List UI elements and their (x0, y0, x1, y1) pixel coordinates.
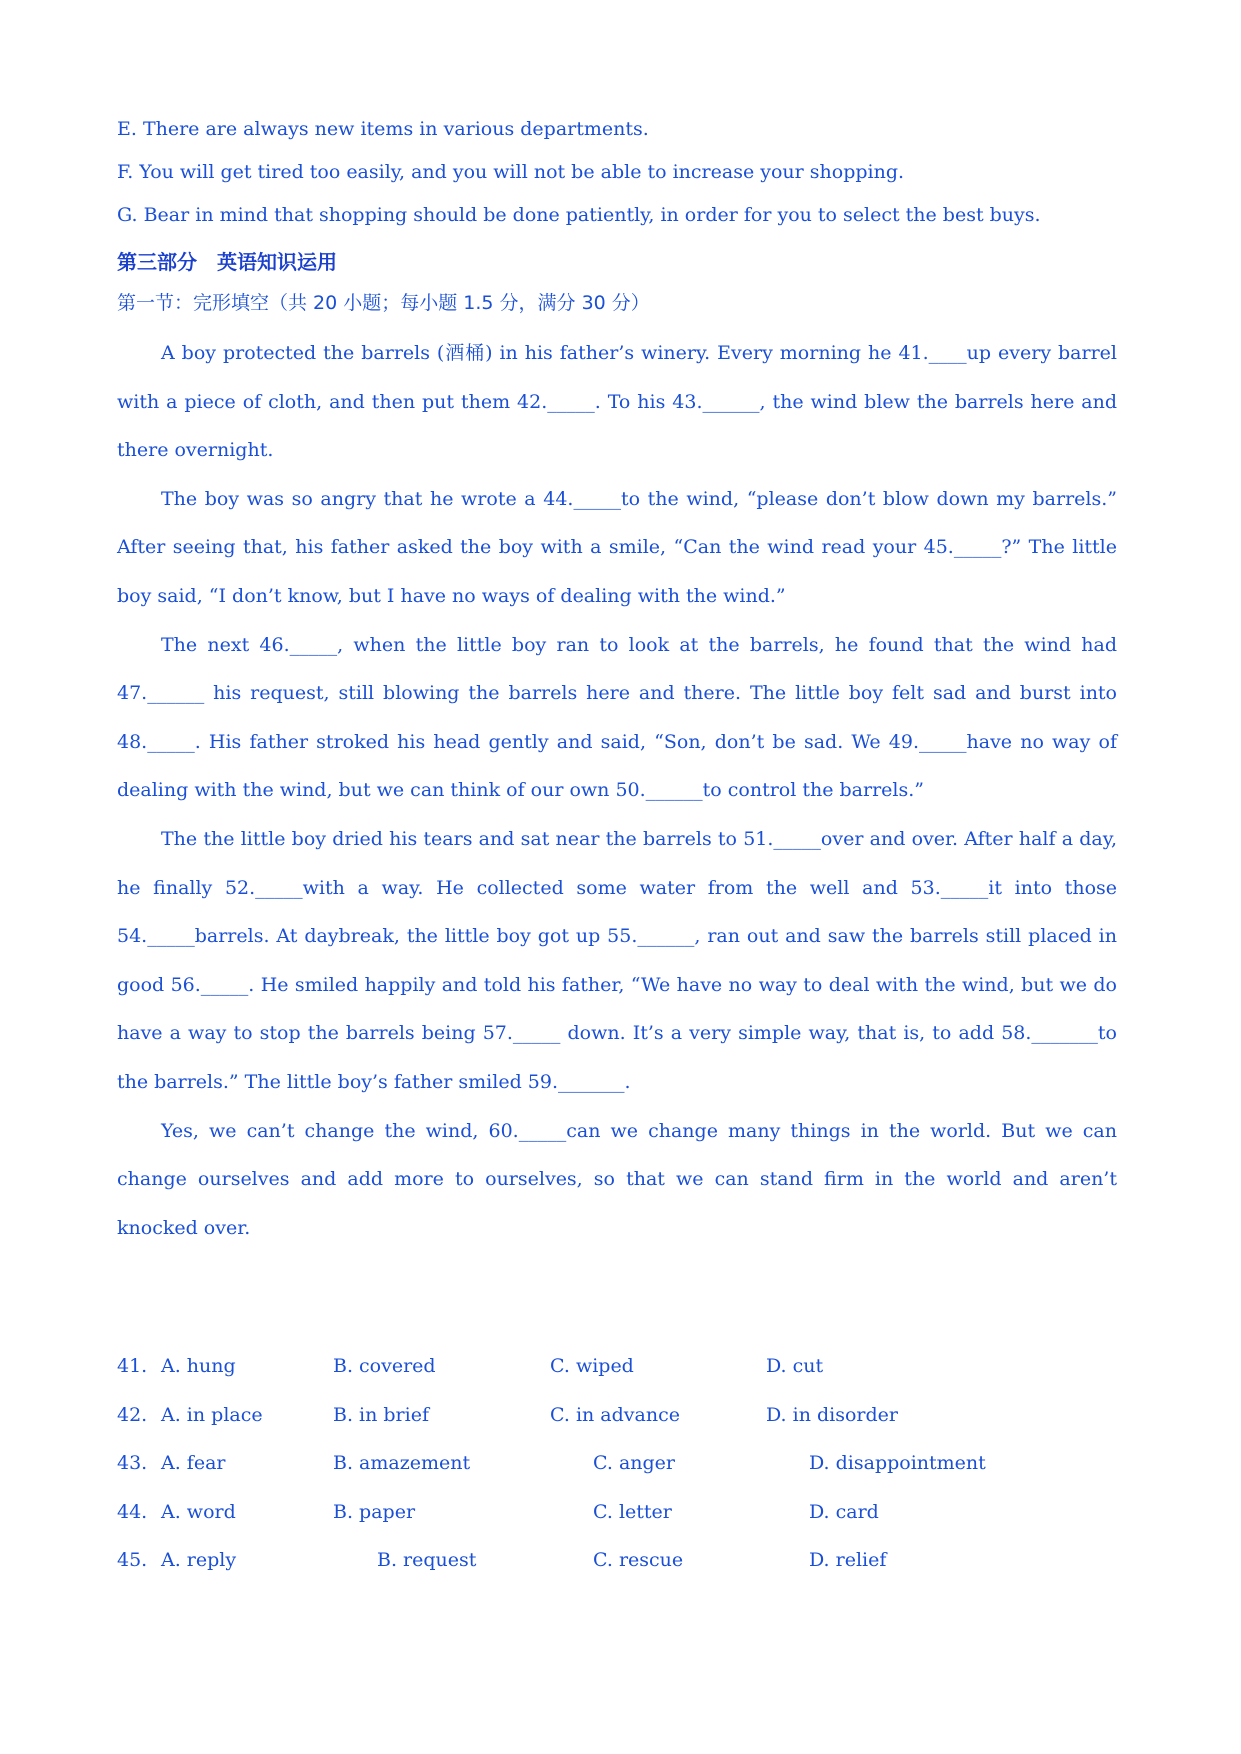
section-title: 第三部分 英语知识运用 (117, 250, 337, 274)
option-c: C. in advance (550, 1404, 680, 1426)
question-row-43 (117, 1452, 1117, 1482)
option-d: D. relief (809, 1549, 887, 1571)
option-a: A. word (161, 1501, 236, 1523)
option-b: B. in brief (333, 1404, 429, 1426)
question-row-41 (117, 1355, 1117, 1385)
option-d: D. card (809, 1501, 879, 1523)
option-b: B. covered (333, 1355, 436, 1377)
option-b: B. paper (333, 1501, 416, 1523)
option-a: A. in place (161, 1404, 263, 1426)
option-a: A. hung (161, 1355, 236, 1377)
passage-paragraph: The the little boy dried his tears and sat near the barrels to 51._____over and over. After half a day, he finally 52._____with a way. He collected some water from the well and 53._____it into those 54._____barrels. At daybreak, the little boy got up 55.______, ran out and saw the barrels still placed in good 56._____. He smiled happily and told his father, “We have no way to deal with the wind, but we do have a way to stop the barrels being 57._____ down. It’s a very simple way, that is, to add 58._______to the barrels.” The little boy’s father smiled 59._______. (117, 827, 1117, 1093)
question-number: 42. (117, 1404, 148, 1426)
question-row-45 (117, 1549, 1117, 1579)
option-d: D. cut (766, 1355, 824, 1377)
option-c: C. anger (593, 1452, 675, 1474)
option-b: B. amazement (333, 1452, 471, 1474)
question-number: 44. (117, 1501, 148, 1523)
option-b: B. request (377, 1549, 477, 1571)
option-c: C. letter (593, 1501, 672, 1523)
question-row-44 (117, 1501, 1117, 1531)
option-c: C. rescue (593, 1549, 684, 1571)
option-d: D. disappointment (809, 1452, 986, 1474)
option-e-text: E. There are always new items in various departments. (117, 118, 649, 140)
option-f-text: F. You will get tired too easily, and you will not be able to increase your shopping. (117, 161, 905, 183)
option-g-text: G. Bear in mind that shopping should be done patiently, in order for you to select the best buys. (117, 204, 1041, 226)
passage-paragraph: Yes, we can’t change the wind, 60._____can we change many things in the world. But we can change ourselves and add more to ourselves, so that we can stand firm in the world and aren’t knocked over. (117, 1119, 1117, 1239)
passage-paragraph: The boy was so angry that he wrote a 44._____to the wind, “please don’t blow down my barrels.” After seeing that, his father asked the boy with a smile, “Can the wind read your 45._____?” The little boy said, “I don’t know, but I have no ways of dealing with the wind.” (117, 487, 1117, 607)
option-c: C. wiped (550, 1355, 634, 1377)
question-number: 41. (117, 1355, 148, 1377)
section-subtitle: 第一节：完形填空（共 20 小题；每小题 1.5 分，满分 30 分） (117, 292, 650, 314)
passage-paragraph: A boy protected the barrels (酒桶) in his father’s winery. Every morning he 41.____up every barrel with a piece of cloth, and then put them 42._____. To his 43.______, the wind blew the barrels here and there overnight. (117, 342, 1117, 462)
question-number: 45. (117, 1549, 148, 1571)
cloze-passage (117, 329, 1117, 1252)
question-number: 43. (117, 1452, 148, 1474)
passage-paragraph: The next 46._____, when the little boy ran to look at the barrels, he found that the wind had 47.______ his request, still blowing the barrels here and there. The little boy felt sad and burst into 48._____. His father stroked his head gently and said, “Son, don’t be sad. We 49._____have no way of dealing with the wind, but we can think of our own 50.______to control the barrels.” (117, 633, 1117, 802)
option-a: A. reply (161, 1549, 237, 1571)
option-a: A. fear (161, 1452, 226, 1474)
option-d: D. in disorder (766, 1404, 898, 1426)
question-row-42 (117, 1404, 1117, 1434)
